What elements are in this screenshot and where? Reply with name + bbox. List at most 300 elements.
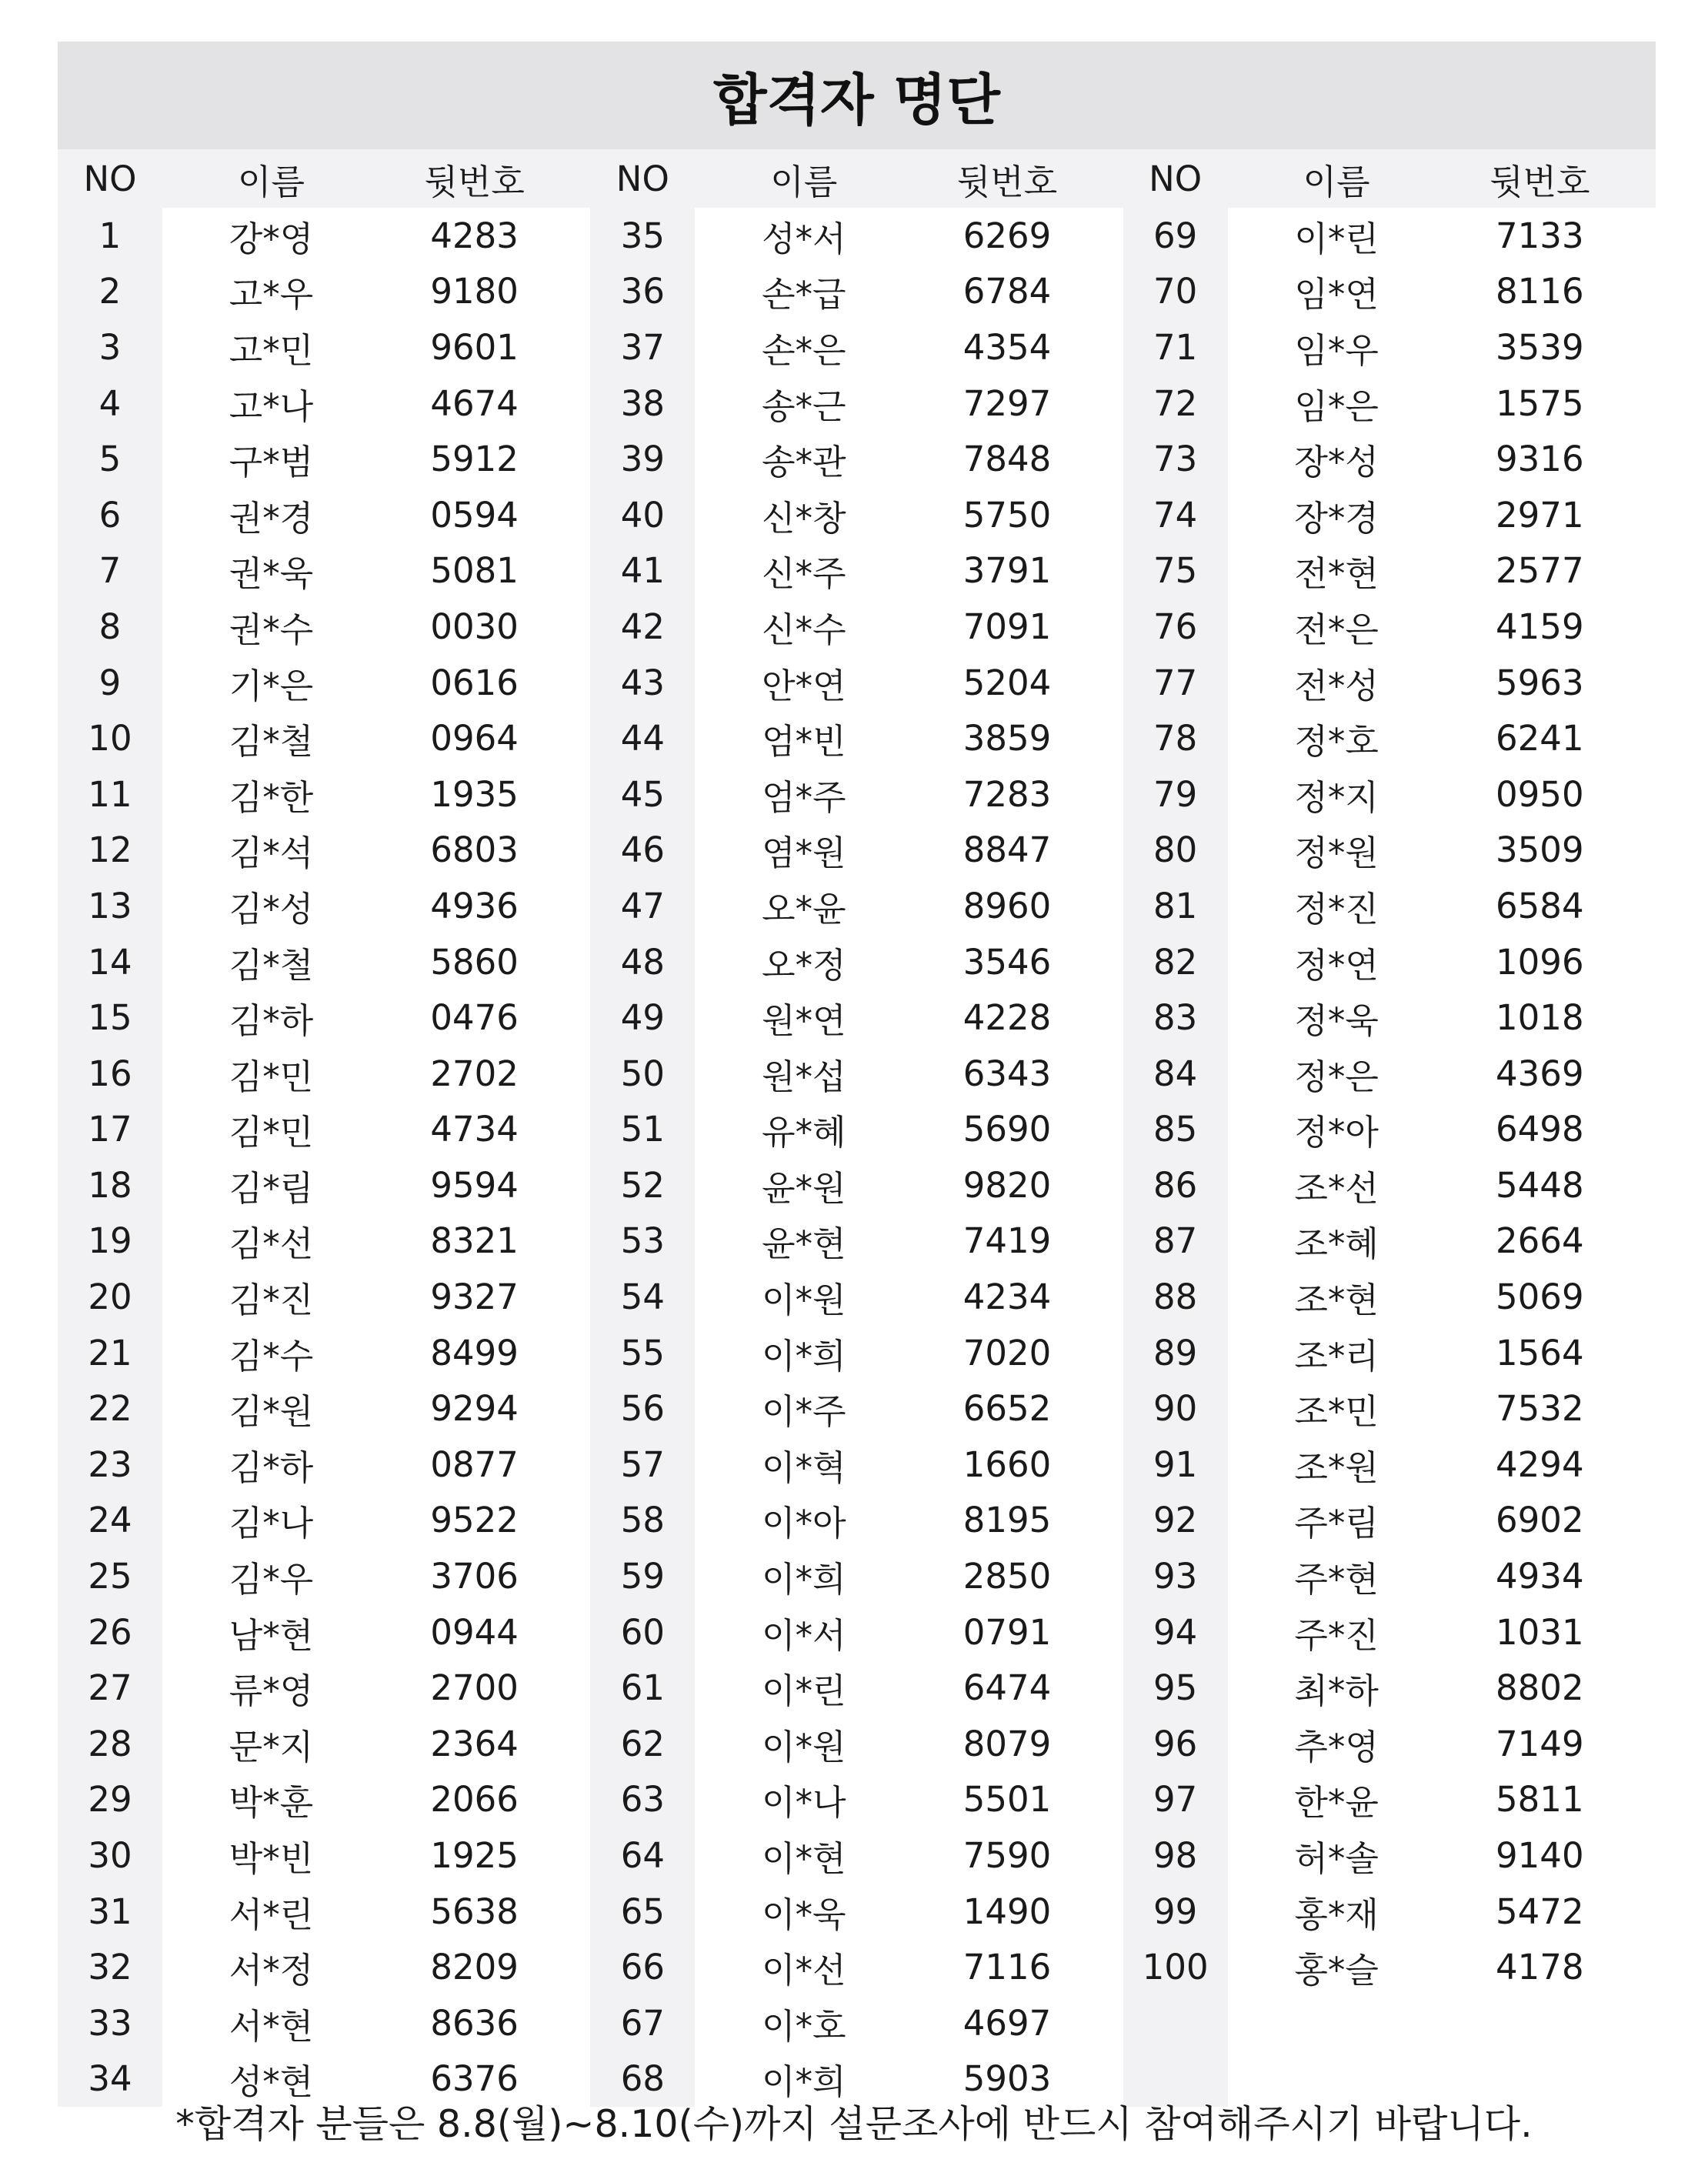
code-cell: 6376 xyxy=(430,2058,519,2100)
no-cell: 88 xyxy=(1153,1277,1198,1318)
code-cell: 7133 xyxy=(1496,215,1584,256)
name-cell: 추*영 xyxy=(1294,1726,1379,1767)
code-cell: 5501 xyxy=(962,1779,1052,1821)
code-cell: 4354 xyxy=(962,326,1052,368)
no-cell: 43 xyxy=(620,662,665,703)
name-cell: 김*하 xyxy=(229,1447,314,1488)
name-cell: 이*선 xyxy=(762,1950,846,1991)
no-cell: 40 xyxy=(620,494,665,536)
name-cell: 김*하 xyxy=(229,1000,314,1042)
name-cell: 홍*재 xyxy=(1294,1894,1379,1935)
no-cell: 93 xyxy=(1153,1556,1198,1597)
no-cell: 39 xyxy=(620,439,665,480)
no-cell: 90 xyxy=(1153,1388,1198,1430)
name-cell: 서*정 xyxy=(229,1950,314,1991)
name-cell: 한*윤 xyxy=(1294,1782,1379,1824)
code-cell: 4294 xyxy=(1496,1443,1584,1485)
code-cell: 5204 xyxy=(962,662,1052,703)
code-cell: 5860 xyxy=(430,941,519,983)
name-cell: 이*호 xyxy=(762,2005,846,2047)
no-cell: 13 xyxy=(88,885,132,926)
name-cell: 박*훈 xyxy=(229,1782,314,1824)
no-cell: 97 xyxy=(1153,1779,1198,1821)
no-cell: 54 xyxy=(620,1277,665,1318)
name-cell: 주*림 xyxy=(1294,1503,1379,1544)
code-cell: 7283 xyxy=(962,773,1052,815)
name-cell: 이*욱 xyxy=(762,1894,846,1935)
no-cell: 42 xyxy=(620,606,665,647)
no-cell: 33 xyxy=(88,2002,132,2044)
name-cell: 정*욱 xyxy=(1294,1000,1379,1042)
no-cell: 92 xyxy=(1153,1500,1198,1541)
no-cell: 5 xyxy=(98,439,122,480)
no-cell: 2 xyxy=(98,271,122,312)
code-cell: 8079 xyxy=(962,1723,1052,1764)
name-cell: 권*수 xyxy=(229,609,314,650)
code-cell: 7020 xyxy=(962,1332,1052,1373)
name-cell: 조*원 xyxy=(1294,1447,1379,1488)
column-group xyxy=(1123,149,1656,2107)
code-cell: 8802 xyxy=(1496,1667,1584,1709)
code-cell: 5448 xyxy=(1496,1164,1584,1206)
no-cell: 44 xyxy=(620,718,665,759)
name-cell: 이*희 xyxy=(762,1559,846,1600)
name-cell: 정*원 xyxy=(1294,833,1379,874)
code-cell: 7149 xyxy=(1496,1723,1584,1764)
code-cell: 5069 xyxy=(1496,1277,1584,1318)
name-cell: 김*수 xyxy=(229,1335,314,1377)
name-cell: 박*빈 xyxy=(229,1838,314,1880)
code-cell: 8499 xyxy=(430,1332,519,1373)
name-cell: 전*은 xyxy=(1294,609,1379,650)
name-cell: 조*현 xyxy=(1294,1280,1379,1321)
code-cell: 1925 xyxy=(430,1835,519,1877)
name-cell: 조*선 xyxy=(1294,1167,1379,1209)
footnote: *합격자 분들은 8.8(월)~8.10(수)까지 설문조사에 반드시 참여해주시기 바랍니다. xyxy=(175,2102,1533,2146)
name-cell: 최*하 xyxy=(1294,1670,1379,1712)
no-cell: 68 xyxy=(620,2058,665,2100)
name-cell: 전*성 xyxy=(1294,665,1379,706)
no-cell: 50 xyxy=(620,1053,665,1094)
code-cell: 9316 xyxy=(1496,439,1584,480)
name-cell: 김*진 xyxy=(229,1280,314,1321)
code-cell: 2850 xyxy=(962,1556,1052,1597)
name-cell: 정*지 xyxy=(1294,776,1379,818)
name-cell: 조*혜 xyxy=(1294,1223,1379,1265)
name-column xyxy=(695,149,912,2107)
no-cell: 69 xyxy=(1153,215,1198,256)
no-cell: 55 xyxy=(620,1332,665,1373)
no-cell: 60 xyxy=(620,1611,665,1653)
code-cell: 5472 xyxy=(1496,1891,1584,1932)
code-cell: 4228 xyxy=(962,997,1052,1039)
code-cell: 1490 xyxy=(962,1891,1052,1932)
no-cell: 31 xyxy=(88,1891,132,1932)
no-cell: 29 xyxy=(88,1779,132,1821)
no-cell: 6 xyxy=(98,494,122,536)
no-cell: 12 xyxy=(88,829,132,871)
no-cell: 47 xyxy=(620,885,665,926)
name-cell: 주*현 xyxy=(1294,1559,1379,1600)
name-cell: 주*진 xyxy=(1294,1614,1379,1656)
code-cell: 5811 xyxy=(1496,1779,1584,1821)
results-sheet xyxy=(58,42,1656,2107)
name-cell: 김*민 xyxy=(229,1056,314,1097)
no-cell: 64 xyxy=(620,1835,665,1877)
no-cell: 18 xyxy=(88,1164,132,1206)
name-cell: 오*정 xyxy=(762,944,846,986)
no-cell: 63 xyxy=(620,1779,665,1821)
name-cell: 김*우 xyxy=(229,1559,314,1600)
code-cell: 9294 xyxy=(430,1388,519,1430)
name-cell: 권*욱 xyxy=(229,553,314,595)
no-cell: 51 xyxy=(620,1109,665,1150)
no-cell: 83 xyxy=(1153,997,1198,1039)
no-cell: 98 xyxy=(1153,1835,1198,1877)
code-cell: 6474 xyxy=(962,1667,1052,1709)
code-cell: 7848 xyxy=(962,439,1052,480)
code-cell: 1031 xyxy=(1496,1611,1584,1653)
name-cell: 엄*빈 xyxy=(762,721,846,763)
no-cell: 34 xyxy=(88,2058,132,2100)
code-cell: 6784 xyxy=(962,271,1052,312)
code-cell: 1575 xyxy=(1496,382,1584,424)
no-cell: 75 xyxy=(1153,550,1198,592)
code-cell: 2700 xyxy=(430,1667,519,1709)
name-cell: 김*민 xyxy=(229,1112,314,1153)
no-cell: 86 xyxy=(1153,1164,1198,1206)
name-cell: 김*성 xyxy=(229,888,314,929)
no-cell: 11 xyxy=(88,773,132,815)
no-cell: 38 xyxy=(620,382,665,424)
code-cell: 2971 xyxy=(1496,494,1584,536)
no-cell: 67 xyxy=(620,2002,665,2044)
code-cell: 9140 xyxy=(1496,1835,1584,1877)
name-cell: 원*연 xyxy=(762,1000,846,1042)
no-cell: 80 xyxy=(1153,829,1198,871)
code-cell: 3539 xyxy=(1496,326,1584,368)
no-cell xyxy=(1123,1995,1228,2051)
code-cell: 2364 xyxy=(430,1723,519,1764)
code-cell: 3706 xyxy=(430,1556,519,1597)
no-column xyxy=(590,149,695,2107)
no-cell: 72 xyxy=(1153,382,1198,424)
no-cell: 66 xyxy=(620,1947,665,1988)
code-cell: 6584 xyxy=(1496,885,1584,926)
no-cell: 73 xyxy=(1153,439,1198,480)
no-cell: 9 xyxy=(98,662,122,703)
no-cell: 14 xyxy=(88,941,132,983)
name-cell: 이*희 xyxy=(762,1335,846,1377)
no-cell: 4 xyxy=(98,382,122,424)
code-cell: 1564 xyxy=(1496,1332,1584,1373)
name-cell: 안*연 xyxy=(762,665,846,706)
code-cell: 8636 xyxy=(430,2002,519,2044)
name-cell xyxy=(1228,1995,1446,2051)
code-cell: 4178 xyxy=(1496,1947,1584,1988)
code-cell: 8116 xyxy=(1496,271,1584,312)
code-cell: 7297 xyxy=(962,382,1052,424)
name-cell: 김*철 xyxy=(229,944,314,986)
no-cell: 82 xyxy=(1153,941,1198,983)
no-cell: 87 xyxy=(1153,1220,1198,1262)
no-cell: 10 xyxy=(88,718,132,759)
name-cell: 서*린 xyxy=(229,1894,314,1935)
code-cell: 0791 xyxy=(962,1611,1052,1653)
name-cell: 김*선 xyxy=(229,1223,314,1265)
code-column xyxy=(912,149,1123,2107)
code-cell: 5903 xyxy=(962,2058,1052,2100)
no-cell: 15 xyxy=(88,997,132,1039)
name-cell: 김*림 xyxy=(229,1167,314,1209)
no-cell: 19 xyxy=(88,1220,132,1262)
no-cell: 94 xyxy=(1153,1611,1198,1653)
code-cell: 5912 xyxy=(430,439,519,480)
code-cell: 6241 xyxy=(1496,718,1584,759)
page-title: 합격자 명단 xyxy=(58,42,1656,149)
no-column xyxy=(1123,149,1228,2107)
name-cell: 신*주 xyxy=(762,553,846,595)
name-cell: 성*서 xyxy=(762,218,846,259)
code-cell: 9180 xyxy=(430,271,519,312)
name-cell: 성*현 xyxy=(229,2061,314,2103)
no-cell: 70 xyxy=(1153,271,1198,312)
name-cell: 신*창 xyxy=(762,497,846,539)
name-cell: 임*은 xyxy=(1294,385,1379,427)
code-cell: 9522 xyxy=(430,1500,519,1541)
name-cell: 염*원 xyxy=(762,833,846,874)
column-header: 뒷번호 xyxy=(380,149,590,208)
column-header: NO xyxy=(1123,149,1228,208)
code-column xyxy=(380,149,590,2107)
no-cell: 16 xyxy=(88,1053,132,1094)
name-cell: 서*현 xyxy=(229,2005,314,2047)
name-cell: 기*은 xyxy=(229,665,314,706)
no-cell: 27 xyxy=(88,1667,132,1709)
name-cell: 고*민 xyxy=(229,329,314,371)
code-cell: 8195 xyxy=(962,1500,1052,1541)
no-cell: 46 xyxy=(620,829,665,871)
code-cell xyxy=(1446,1995,1656,2051)
name-cell: 고*우 xyxy=(229,274,314,315)
name-cell: 홍*슬 xyxy=(1294,1950,1379,1991)
no-cell: 100 xyxy=(1142,1947,1209,1988)
name-cell: 이*주 xyxy=(762,1391,846,1433)
code-cell: 9327 xyxy=(430,1277,519,1318)
code-cell: 2577 xyxy=(1496,550,1584,592)
name-cell: 김*원 xyxy=(229,1391,314,1433)
name-cell: 정*아 xyxy=(1294,1112,1379,1153)
no-cell: 56 xyxy=(620,1388,665,1430)
code-cell: 2702 xyxy=(430,1053,519,1094)
code-cell: 4283 xyxy=(430,215,519,256)
name-cell: 이*원 xyxy=(762,1280,846,1321)
column-header: 뒷번호 xyxy=(912,149,1123,208)
no-cell: 78 xyxy=(1153,718,1198,759)
code-cell: 6498 xyxy=(1496,1109,1584,1150)
name-cell: 조*민 xyxy=(1294,1391,1379,1433)
no-cell: 76 xyxy=(1153,606,1198,647)
name-cell: 임*우 xyxy=(1294,329,1379,371)
code-cell: 7091 xyxy=(962,606,1052,647)
name-cell: 김*석 xyxy=(229,833,314,874)
code-cell: 6269 xyxy=(962,215,1052,256)
code-cell: 4697 xyxy=(962,2002,1052,2044)
name-cell: 허*솔 xyxy=(1294,1838,1379,1880)
name-cell: 김*철 xyxy=(229,721,314,763)
code-cell: 7590 xyxy=(962,1835,1052,1877)
no-column xyxy=(58,149,162,2107)
name-cell: 조*리 xyxy=(1294,1335,1379,1377)
name-cell: 이*린 xyxy=(1294,218,1379,259)
column-group xyxy=(590,149,1123,2107)
code-cell: 0616 xyxy=(430,662,519,703)
no-cell: 62 xyxy=(620,1723,665,1764)
code-cell: 9820 xyxy=(962,1164,1052,1206)
code-cell: 1018 xyxy=(1496,997,1584,1039)
name-cell: 고*나 xyxy=(229,385,314,427)
no-cell: 84 xyxy=(1153,1053,1198,1094)
no-cell: 41 xyxy=(620,550,665,592)
code-cell: 6902 xyxy=(1496,1500,1584,1541)
code-cell: 0964 xyxy=(430,718,519,759)
no-cell: 45 xyxy=(620,773,665,815)
name-cell: 장*성 xyxy=(1294,442,1379,483)
code-cell: 4734 xyxy=(430,1109,519,1150)
code-cell: 3546 xyxy=(962,941,1052,983)
code-cell: 4369 xyxy=(1496,1053,1584,1094)
code-cell: 0944 xyxy=(430,1611,519,1653)
no-cell: 49 xyxy=(620,997,665,1039)
code-cell: 1660 xyxy=(962,1443,1052,1485)
no-cell: 24 xyxy=(88,1500,132,1541)
code-cell: 8209 xyxy=(430,1947,519,1988)
results-table xyxy=(58,149,1656,2107)
no-cell: 8 xyxy=(98,606,122,647)
code-cell: 9594 xyxy=(430,1164,519,1206)
no-cell: 48 xyxy=(620,941,665,983)
code-cell: 6803 xyxy=(430,829,519,871)
code-cell: 8847 xyxy=(962,829,1052,871)
no-cell: 30 xyxy=(88,1835,132,1877)
code-cell: 7116 xyxy=(962,1947,1052,1988)
no-cell: 28 xyxy=(88,1723,132,1764)
code-cell: 8321 xyxy=(430,1220,519,1262)
name-cell: 이*아 xyxy=(762,1503,846,1544)
name-cell: 이*원 xyxy=(762,1726,846,1767)
name-cell: 정*연 xyxy=(1294,944,1379,986)
no-cell: 36 xyxy=(620,271,665,312)
no-cell: 3 xyxy=(98,326,122,368)
no-cell: 81 xyxy=(1153,885,1198,926)
code-cell: 4936 xyxy=(430,885,519,926)
no-cell: 26 xyxy=(88,1611,132,1653)
code-cell: 0476 xyxy=(430,997,519,1039)
name-cell: 신*수 xyxy=(762,609,846,650)
code-cell: 2066 xyxy=(430,1779,519,1821)
no-cell: 52 xyxy=(620,1164,665,1206)
code-cell: 6343 xyxy=(962,1053,1052,1094)
column-header: 뒷번호 xyxy=(1446,149,1656,208)
name-cell: 윤*원 xyxy=(762,1167,846,1209)
name-cell: 손*은 xyxy=(762,329,846,371)
no-cell: 71 xyxy=(1153,326,1198,368)
no-cell: 77 xyxy=(1153,662,1198,703)
name-cell: 전*현 xyxy=(1294,553,1379,595)
name-cell: 윤*현 xyxy=(762,1223,846,1265)
no-cell: 37 xyxy=(620,326,665,368)
name-cell: 정*호 xyxy=(1294,721,1379,763)
name-cell: 이*나 xyxy=(762,1782,846,1824)
column-header: NO xyxy=(590,149,695,208)
name-cell: 엄*주 xyxy=(762,776,846,818)
code-cell: 4159 xyxy=(1496,606,1584,647)
code-cell: 1935 xyxy=(430,773,519,815)
code-cell: 7419 xyxy=(962,1220,1052,1262)
no-cell: 57 xyxy=(620,1443,665,1485)
name-cell: 손*급 xyxy=(762,274,846,315)
no-cell: 23 xyxy=(88,1443,132,1485)
code-cell: 6652 xyxy=(962,1388,1052,1430)
name-cell: 문*지 xyxy=(229,1726,314,1767)
code-cell: 7532 xyxy=(1496,1388,1584,1430)
no-cell: 35 xyxy=(620,215,665,256)
name-cell: 구*범 xyxy=(229,442,314,483)
name-cell: 이*린 xyxy=(762,1670,846,1712)
column-header: 이름 xyxy=(162,149,380,208)
name-cell: 정*은 xyxy=(1294,1056,1379,1097)
no-cell: 58 xyxy=(620,1500,665,1541)
no-cell: 74 xyxy=(1153,494,1198,536)
no-cell: 61 xyxy=(620,1667,665,1709)
code-cell: 4234 xyxy=(962,1277,1052,1318)
name-cell: 정*진 xyxy=(1294,888,1379,929)
code-cell: 5750 xyxy=(962,494,1052,536)
code-cell: 5638 xyxy=(430,1891,519,1932)
name-cell: 남*현 xyxy=(229,1614,314,1656)
name-cell: 이*혁 xyxy=(762,1447,846,1488)
name-cell: 강*영 xyxy=(229,218,314,259)
name-cell: 원*섭 xyxy=(762,1056,846,1097)
code-cell: 0030 xyxy=(430,606,519,647)
name-cell: 김*나 xyxy=(229,1503,314,1544)
code-cell: 3791 xyxy=(962,550,1052,592)
name-column xyxy=(1228,149,1446,2107)
no-cell: 20 xyxy=(88,1277,132,1318)
code-cell: 0950 xyxy=(1496,773,1584,815)
no-cell: 59 xyxy=(620,1556,665,1597)
no-cell: 99 xyxy=(1153,1891,1198,1932)
no-cell: 22 xyxy=(88,1388,132,1430)
code-column xyxy=(1446,149,1656,2107)
column-header: NO xyxy=(58,149,162,208)
column-header: 이름 xyxy=(695,149,912,208)
code-cell: 5963 xyxy=(1496,662,1584,703)
no-cell: 32 xyxy=(88,1947,132,1988)
name-cell: 이*서 xyxy=(762,1614,846,1656)
code-cell: 4934 xyxy=(1496,1556,1584,1597)
no-cell: 21 xyxy=(88,1332,132,1373)
code-cell: 4674 xyxy=(430,382,519,424)
no-cell: 79 xyxy=(1153,773,1198,815)
no-cell: 25 xyxy=(88,1556,132,1597)
name-cell: 권*경 xyxy=(229,497,314,539)
no-cell: 95 xyxy=(1153,1667,1198,1709)
column-header: 이름 xyxy=(1228,149,1446,208)
no-cell: 1 xyxy=(98,215,122,256)
name-cell: 송*근 xyxy=(762,385,846,427)
code-cell: 9601 xyxy=(430,326,519,368)
